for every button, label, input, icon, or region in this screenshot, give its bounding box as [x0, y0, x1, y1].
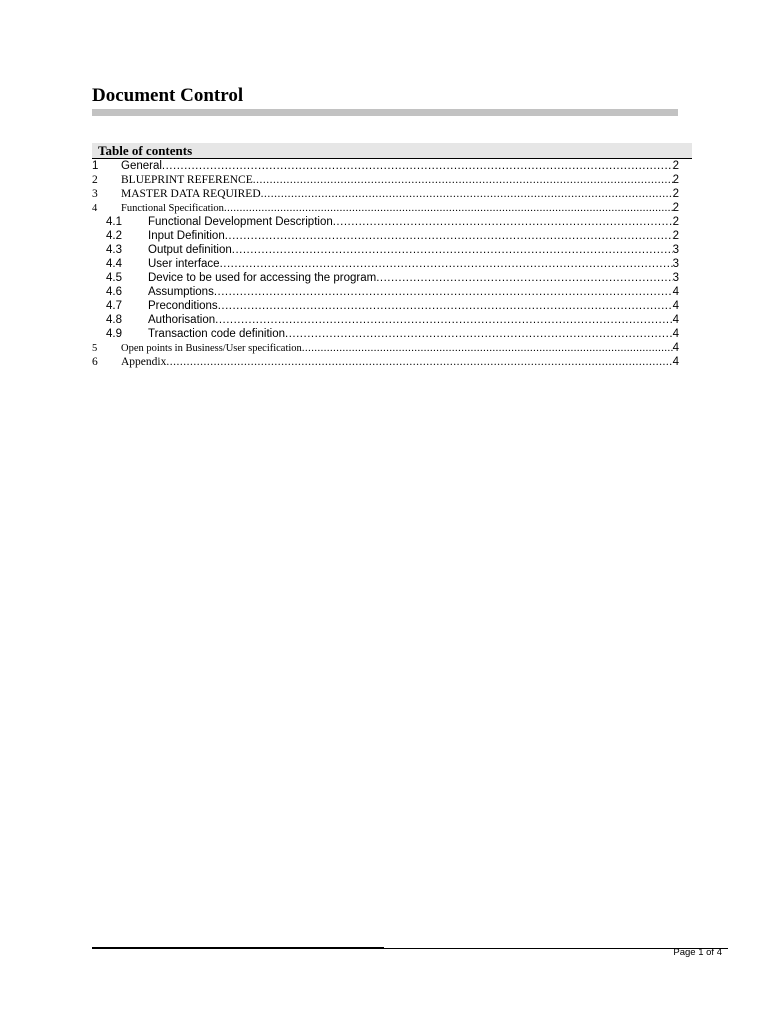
toc-entry[interactable]: [92, 341, 679, 355]
toc-entry-number: 4.8: [106, 314, 122, 326]
toc-entry[interactable]: [92, 173, 679, 187]
toc-entry-title: Assumptions: [148, 286, 214, 298]
toc-entry[interactable]: [92, 313, 679, 327]
toc-entry-title: Output definition: [148, 244, 232, 256]
toc-entry[interactable]: [92, 285, 679, 299]
toc-entry-title: MASTER DATA REQUIRED: [121, 188, 261, 200]
toc-leader-dots: [302, 342, 673, 355]
toc-leader-dots: [285, 327, 673, 341]
toc-entry-page: 2: [672, 216, 679, 228]
toc-leader-dots: [253, 173, 673, 187]
title-divider: [92, 109, 678, 116]
toc-entry-title: Preconditions: [148, 300, 218, 312]
toc-entry-title: Input Definition: [148, 230, 225, 242]
toc-entry-page: 3: [672, 272, 679, 284]
toc-entry-number: 4.1: [106, 216, 122, 228]
toc-entry-number: 4.6: [106, 286, 122, 298]
toc-entry[interactable]: [92, 215, 679, 229]
toc-entry[interactable]: [92, 257, 679, 271]
toc-entry-title: User interface: [148, 258, 220, 270]
toc-entry-page: 2: [672, 188, 679, 200]
toc-entry[interactable]: [92, 159, 679, 173]
toc-entry-title: BLUEPRINT REFERENCE: [121, 174, 253, 186]
toc-entry-title: Device to be used for accessing the program: [148, 272, 377, 284]
toc-entry-number: 5: [92, 343, 98, 354]
toc-entry-page: 2: [672, 202, 679, 214]
page-number: Page 1 of 4: [673, 947, 722, 958]
toc-entry[interactable]: [92, 187, 679, 201]
toc-leader-dots: [376, 271, 672, 285]
toc-entry-page: 4: [672, 300, 679, 312]
toc-entry[interactable]: [92, 271, 679, 285]
toc-leader-dots: [232, 243, 673, 257]
toc-leader-dots: [225, 229, 673, 243]
toc-entry-title: Functional Development Description: [148, 216, 333, 228]
toc-entry-title: Authorisation: [148, 314, 216, 326]
toc-leader-dots: [218, 299, 673, 313]
toc-leader-dots: [220, 257, 673, 271]
toc-entry-title: Appendix: [121, 356, 167, 368]
toc-entry-title: Transaction code definition: [148, 328, 286, 340]
toc-entry-page: 3: [672, 244, 679, 256]
footer-divider-accent: [92, 947, 384, 949]
toc-leader-dots: [261, 187, 673, 201]
toc-entry[interactable]: [92, 201, 679, 215]
toc-entry-page: 4: [672, 314, 679, 326]
page-title: Document Control: [92, 85, 244, 106]
table-of-contents: [92, 159, 679, 369]
toc-entry-number: 1: [92, 160, 99, 172]
toc-entry-page: 3: [672, 258, 679, 270]
toc-entry-number: 4.3: [106, 244, 122, 256]
toc-entry-number: 4.7: [106, 300, 122, 312]
toc-leader-dots: [166, 355, 672, 369]
toc-entry-title: Open points in Business/User specification: [121, 343, 302, 354]
toc-entry-number: 4: [92, 203, 98, 214]
toc-leader-dots: [333, 215, 673, 229]
toc-leader-dots: [215, 313, 672, 327]
toc-entry-title: General: [121, 160, 162, 172]
toc-entry-number: 4.9: [106, 328, 122, 340]
toc-entry-page: 4: [672, 328, 679, 340]
toc-leader-dots: [224, 202, 673, 215]
toc-entry-page: 2: [672, 174, 679, 186]
toc-entry-page: 4: [672, 356, 679, 368]
toc-entry-page: 2: [672, 160, 679, 172]
toc-entry-title: Functional Specification: [121, 203, 224, 214]
toc-heading: Table of contents: [98, 143, 193, 158]
toc-entry-number: 2: [92, 174, 98, 186]
toc-entry-number: 4.2: [106, 230, 122, 242]
toc-entry[interactable]: [92, 229, 679, 243]
toc-leader-dots: [162, 159, 673, 173]
toc-entry-page: 4: [672, 342, 679, 354]
toc-entry-number: 4.4: [106, 258, 122, 270]
toc-entry-number: 6: [92, 356, 98, 368]
toc-entry[interactable]: [92, 327, 679, 341]
toc-entry[interactable]: [92, 299, 679, 313]
toc-leader-dots: [214, 285, 673, 299]
toc-entry-page: 4: [672, 286, 679, 298]
toc-entry-page: 2: [672, 230, 679, 242]
toc-entry[interactable]: [92, 243, 679, 257]
toc-entry[interactable]: [92, 355, 679, 369]
toc-entry-number: 4.5: [106, 272, 122, 284]
toc-entry-number: 3: [92, 188, 98, 200]
